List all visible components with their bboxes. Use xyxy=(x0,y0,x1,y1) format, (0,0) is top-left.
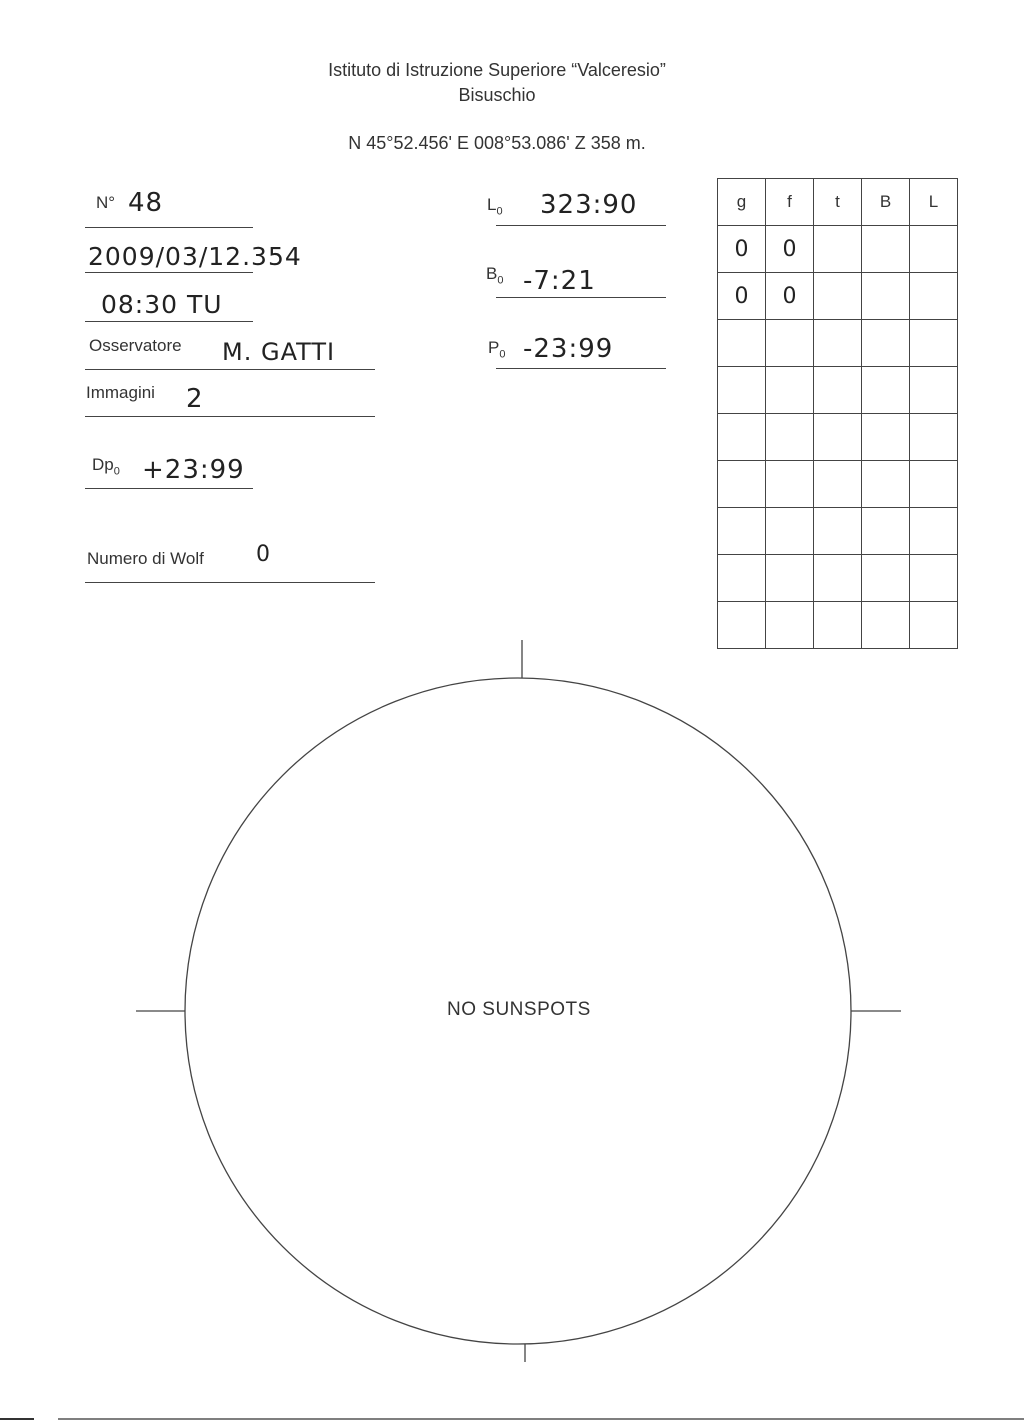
no-sunspots-note: NO SUNSPOTS xyxy=(447,999,591,1020)
l0-label: $L_0$ xyxy=(487,195,503,218)
b0-label: $B_0$ xyxy=(486,264,504,287)
dp0-value: +23:99 xyxy=(142,455,245,485)
col-header-b: B xyxy=(862,179,910,226)
images-label: Immagini xyxy=(86,383,155,402)
p0-label: $P_0$ xyxy=(488,338,506,361)
col-header-t: t xyxy=(814,179,862,226)
cell-g: 0 xyxy=(718,273,766,320)
observatory-coordinates: N 45°52.456' E 008°53.086' Z 358 m. xyxy=(348,133,646,153)
dp0-label: $Dp_0$ xyxy=(92,455,120,478)
number-value: 48 xyxy=(128,188,164,218)
cell-f: 0 xyxy=(766,273,814,320)
col-header-f: f xyxy=(766,179,814,226)
col-header-l: L xyxy=(910,179,958,226)
images-value: 2 xyxy=(186,384,204,414)
cell-f: 0 xyxy=(766,226,814,273)
col-header-g: g xyxy=(718,179,766,226)
p0-value: -23:99 xyxy=(523,334,614,364)
wolf-number-value: 0 xyxy=(256,542,271,567)
number-label: N° xyxy=(96,193,116,212)
cell-g: 0 xyxy=(718,226,766,273)
wolf-number-label: Numero di Wolf xyxy=(87,549,204,568)
time-value: 08:30 TU xyxy=(101,290,223,319)
date-value: 2009/03/12.354 xyxy=(88,242,302,271)
b0-value: -7:21 xyxy=(523,266,596,296)
observer-label: Osservatore xyxy=(89,336,182,355)
institute-title: Istituto di Istruzione Superiore “Valceresio” xyxy=(328,60,666,80)
observer-value: M. GATTI xyxy=(222,338,336,366)
institute-town: Bisuschio xyxy=(458,85,536,105)
l0-value: 323:90 xyxy=(540,190,638,220)
